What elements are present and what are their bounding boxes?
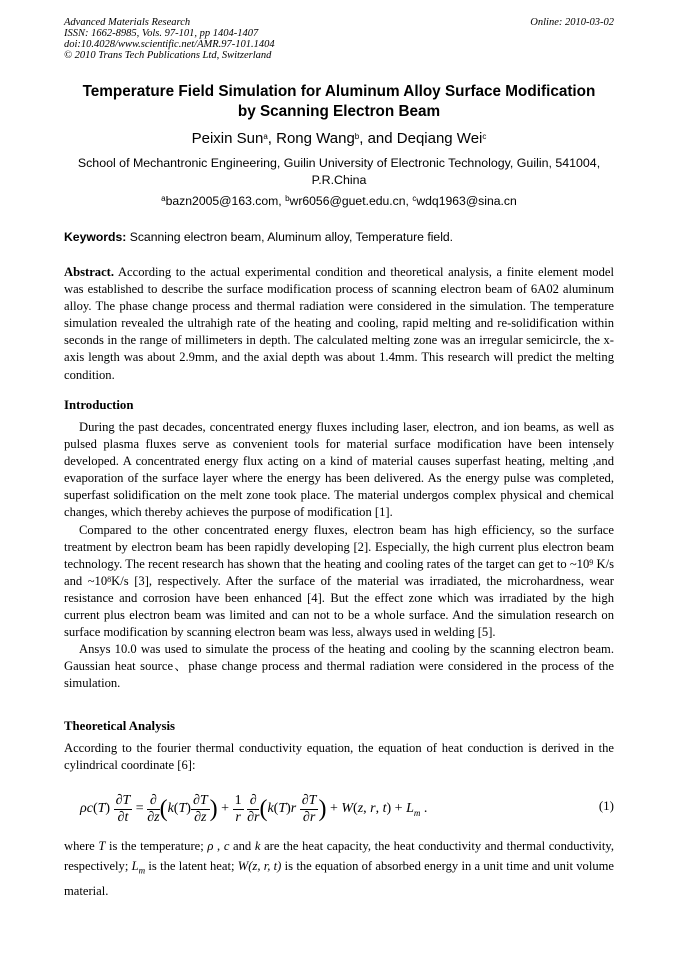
author-1-mark: a <box>263 132 268 141</box>
theory-paragraph-2 <box>64 836 614 901</box>
equation-number: (1) <box>598 798 614 813</box>
abstract-paragraph <box>64 264 614 384</box>
online-date: Online: 2010-03-02 <box>530 17 614 28</box>
intro-p2-part-a: Compared to the other concentrated energy fluxes, electron beam has high efficiency, so the surface treatment by electron beam has been rapidly developing [2]. Especially, the high current plus electron beam technology. The recent research has shown that the heating and cooling rates of the target can get to ~10 <box>64 522 614 571</box>
author-list <box>50 130 628 148</box>
abstract <box>64 264 614 384</box>
title-line-2: by Scanning Electron Beam <box>237 103 441 120</box>
email-1-mark: a <box>161 194 166 203</box>
author-2-mark: b <box>354 132 360 141</box>
symbol-T: T <box>98 839 106 853</box>
intro-heading: Introduction <box>64 398 134 412</box>
email-3: wdq1963@sina.cn <box>416 194 517 208</box>
text-fragment: , <box>213 839 224 853</box>
affiliation-line-1: School of Mechantronic Engineering, Guilin University of Electronic Technology, Guilin, 541004, <box>77 156 601 170</box>
affiliation <box>50 155 628 189</box>
email-2: wr6056@guet.edu.cn, <box>289 194 413 208</box>
affiliation-line-2: P.R.China <box>311 173 367 187</box>
exponent-9: 9 <box>589 557 594 567</box>
exponent-8: 8 <box>107 574 112 584</box>
author-2: Rong Wang <box>276 130 355 147</box>
email-2-mark: b <box>285 194 290 203</box>
copyright-line: © 2010 Trans Tech Publications Ltd, Switzerland <box>64 50 272 61</box>
symbol-L: L <box>131 859 139 873</box>
email-1: bazn2005@163.com, <box>165 194 286 208</box>
introduction-body <box>64 419 614 693</box>
symbol-W: W(z, r, t) <box>237 859 282 873</box>
paper-title <box>50 82 628 122</box>
email-list <box>50 193 628 209</box>
theory-intro <box>64 740 614 774</box>
author-separator: , and <box>359 130 397 147</box>
journal-header <box>64 17 614 61</box>
author-1: Peixin Sun <box>191 130 264 147</box>
issn-line: ISSN: 1662-8985, Vols. 97-101, pp 1404-1407 <box>64 28 259 39</box>
symbol-rho: ρ <box>207 839 214 853</box>
intro-p2-part-b: K/s and ~10 <box>64 556 614 588</box>
theory-heading: Theoretical Analysis <box>64 719 176 733</box>
theory-paragraph-1: According to the fourier thermal conductivity equation, the equation of heat conduction is derived in the cylindrical coordinate [6]: <box>64 741 614 773</box>
author-3-mark: c <box>482 132 487 141</box>
theory-explanation <box>64 836 614 901</box>
author-separator: , <box>267 130 277 147</box>
intro-paragraph-2 <box>64 522 614 642</box>
author-3: Deqiang Wei <box>396 130 483 147</box>
text-fragment: where <box>64 839 99 853</box>
text-fragment: is the latent heat; <box>145 859 238 873</box>
symbol-c: c <box>223 839 230 853</box>
keywords-label: Keywords: <box>64 230 127 244</box>
keywords <box>64 229 614 245</box>
symbol-k: k <box>254 839 261 853</box>
keywords-text: Scanning electron beam, Aluminum alloy, Temperature field. <box>126 230 454 244</box>
doi-line: doi:10.4028/www.scientific.net/AMR.97-101.1404 <box>64 39 275 50</box>
journal-name: Advanced Materials Research <box>64 17 191 28</box>
intro-paragraph-3: Ansys 10.0 was used to simulate the process of the heating and cooling by the scanning electron beam. Gaussian heat source、phase change process and thermal radiation were considered in the process of the simulation. <box>64 642 614 691</box>
text-fragment: and <box>229 839 255 853</box>
intro-paragraph-1: During the past decades, concentrated energy fluxes including laser, electron, and ion beams, as well as pulsed plasma fluxes serve as convenient tools for material surface modification have been intensely developed. A concentrated energy flux acting on a kind of material causes superfast heating, melting ,and evaporation of the surface layer where the energy has been delivered. As the energy pulse was completed, superfast solidification on the melt zone took place. The material undergos complex physical and chemical changes, which thereby achieves the purpose of modification [1]. <box>64 420 614 520</box>
title-line-1: Temperature Field Simulation for Aluminum Alloy Surface Modification <box>82 83 596 100</box>
abstract-text: According to the actual experimental condition and theoretical analysis, a finite element model was established to describe the surface modification process of scanning electron beam of 6A02 aluminum alloy. The phase change process and thermal radiation were considered in the simulation. The temperature simulation revealed the ultrahigh rate of the heating and cooling, rapid melting and re-solidification within seconds in the range of millimeters in depth. The calculated melting zone was an irregular semicircle, the x-axis length was about 2.9mm, and the axial depth was about 1.4mm. This research will predict the melting condition. <box>64 265 614 382</box>
heat-conduction-equation <box>80 784 614 834</box>
symbol-L-subscript: m <box>138 865 146 876</box>
intro-p2-part-c: K/s [3], respectively. After the surface of the material was irradiated, the microhardness, wear resistance and corrosion have been enhanced [4]. But the effect zone which was irradiated by the high current plus electron beam was limited and can not to be a whole surface. And the simulation research on surface modification by scanning electron beam was less, always used in welding [5]. <box>64 573 614 640</box>
text-fragment: is the equation of absorbed energy in a unit time and unit volume material. <box>64 859 614 898</box>
text-fragment: is the temperature; <box>105 839 208 853</box>
abstract-label: Abstract. <box>64 265 115 279</box>
equation-body: ρc(T) $\frac{\partial T}{\partial t}$ = ∂ ∂z (k(T) $\frac{\partial T}{\partial z}$ ) + $\frac{1}{r}$ ∂ ∂r (k(T)r $\frac{\partial T}{\partial r}$ ) + W(z, r, $t) + L_m$ . <box>80 792 428 825</box>
text-fragment: are the heat capacity, the heat conductivity and thermal conductivity, respectively; <box>64 839 614 873</box>
email-3-mark: c <box>412 194 417 203</box>
